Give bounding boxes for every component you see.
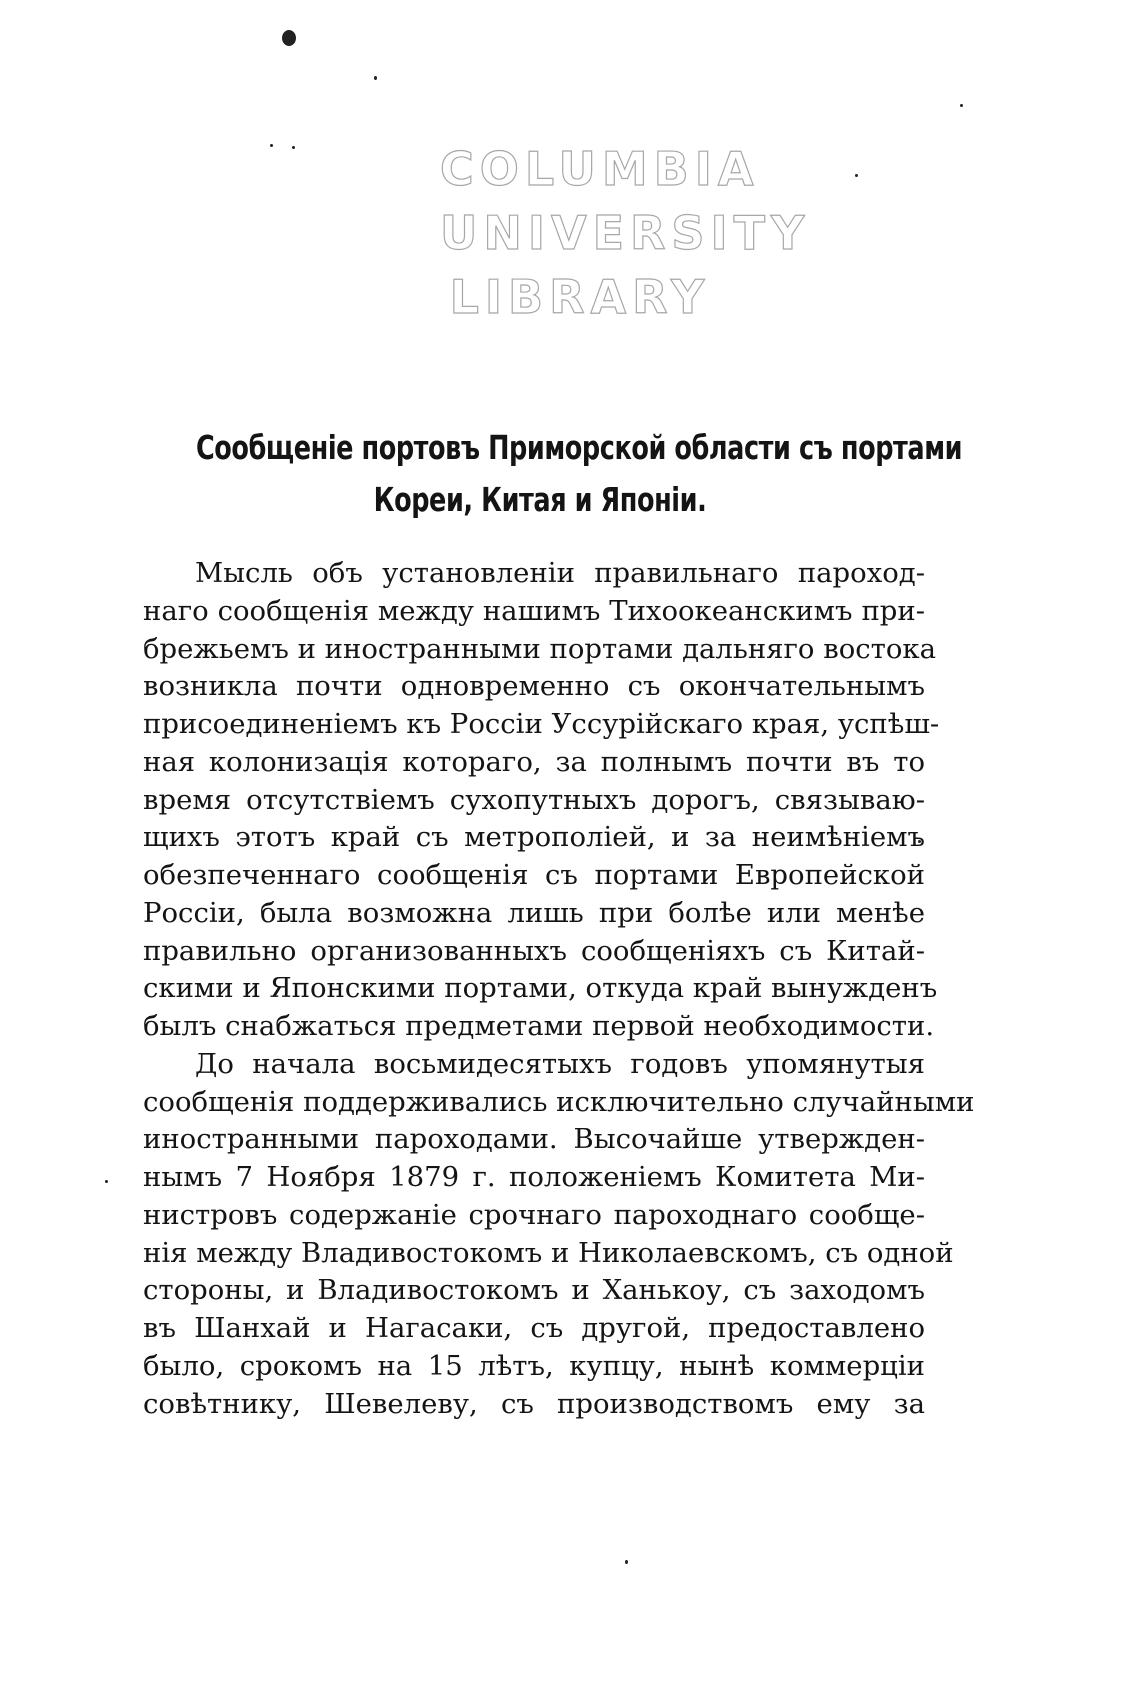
- text-line: скими и Японскими портами, откуда край вынужденъ: [143, 972, 938, 1005]
- text-line: ная колонизація котораго, за полнымъ почти въ то: [143, 745, 925, 778]
- speck: [105, 1180, 108, 1183]
- text-line: правильно организованныхъ сообщеніяхъ съ Китай-: [143, 934, 925, 967]
- text-line: брежьемъ и иностранными портами дальняго востока: [143, 632, 937, 665]
- text-line: сообщенія поддерживались исключительно случайными: [143, 1085, 975, 1118]
- text-line: присоединеніемъ къ Россіи Уссурійскаго края, успѣш-: [143, 708, 940, 740]
- heading-line-2: Кореи, Китая и Японіи.: [373, 480, 707, 519]
- text-line: обезпеченнаго сообщенія съ портами Европейской: [143, 859, 925, 891]
- stamp-line-1: COLUMBIA: [440, 142, 760, 196]
- heading-line-1: Сообщеніе портовъ Приморской области съ портами: [196, 428, 963, 467]
- library-stamp: [440, 138, 811, 330]
- text-line: время отсутствіемъ сухопутныхъ дорогъ, связываю-: [143, 783, 925, 816]
- stamp-line-3: LIBRARY: [449, 270, 711, 324]
- text-line: совѣтнику, Шевелеву, съ производствомъ ему за: [143, 1387, 925, 1420]
- speck: [960, 104, 963, 107]
- text-line: щихъ этотъ край съ метрополіей, и за неимѣніемъ: [143, 821, 925, 854]
- body-text: [143, 555, 975, 1423]
- text-line: наго сообщенія между нашимъ Тихоокеанскимъ при-: [143, 594, 925, 627]
- text-line: До начала восьмидесятыхъ годовъ упомянутыя: [195, 1047, 925, 1080]
- speck: [625, 1560, 628, 1564]
- text-line: нистровъ содержаніе срочнаго пароходнаго сообще-: [143, 1198, 925, 1231]
- text-line: иностранными пароходами. Высочайше утвержден-: [143, 1123, 925, 1156]
- paragraph-2: [143, 1046, 975, 1424]
- text-line: нымъ 7 Ноября 1879 г. положеніемъ Комитета Ми-: [143, 1161, 925, 1193]
- text-line: стороны, и Владивостокомъ и Ханькоу, съ заходомъ: [143, 1274, 925, 1307]
- text-line: было, срокомъ на 15 лѣтъ, купцу, нынѣ коммерціи: [143, 1349, 925, 1382]
- speck: [374, 76, 377, 80]
- text-line: былъ снабжаться предметами первой необходимости.: [143, 1010, 935, 1042]
- paragraph-1: [143, 555, 940, 1046]
- ink-dot: [282, 30, 296, 46]
- text-line: возникла почти одновременно съ окончательнымъ: [143, 670, 925, 703]
- speck: [855, 174, 858, 177]
- text-line: въ Шанхай и Нагасаки, съ другой, предоставлено: [143, 1312, 925, 1344]
- text-line: Мысль объ установленіи правильнаго пароход-: [195, 557, 925, 589]
- section-heading: [140, 422, 963, 526]
- text-line: нія между Владивостокомъ и Николаевскомъ, съ одной: [143, 1236, 954, 1269]
- stamp-line-2: UNIVERSITY: [440, 206, 811, 260]
- text-line: Россіи, была возможна лишь при болѣе или менѣе: [143, 896, 925, 929]
- speck: [270, 144, 273, 147]
- speck: [292, 146, 295, 149]
